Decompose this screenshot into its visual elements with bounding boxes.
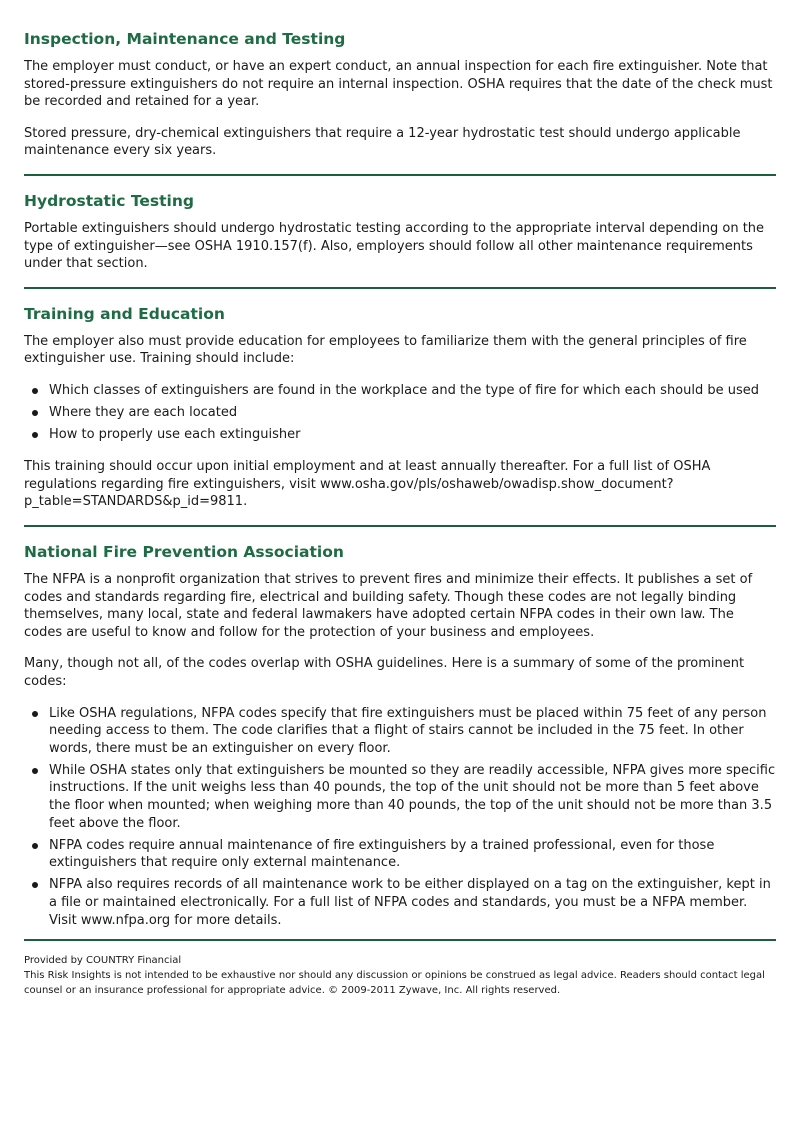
bullet-icon [32,432,38,438]
paragraph: The employer also must provide education for employees to familiarize them with the general principles of fire extinguisher use. Training should include: [24,333,747,367]
list-item [24,762,776,832]
list-item-text: Which classes of extinguishers are found in the workplace and the type of fire for which each should be used [49,382,760,398]
provided-by: Provided by COUNTRY Financial [24,955,182,967]
bullet-icon [32,843,38,849]
paragraph: Portable extinguishers should undergo hydrostatic testing according to the appropriate interval depending on the type of extinguisher—see OSHA 1910.157(f). Also, employers should follow all other maintenance requirements under that section. [24,220,765,272]
section-heading: Training and Education [24,304,225,323]
section-nfpa [24,541,776,929]
list-item [24,404,776,422]
section-heading: National Fire Prevention Association [24,543,344,561]
list-item-text: How to properly use each extinguisher [49,427,301,443]
list-item-text: Where they are each located [49,405,238,421]
bullet-icon [32,882,38,888]
list-item-text: NFPA also requires records of all maintenance work to be either displayed on a tag on the extinguisher, kept in a file or maintained electronically. For a full list of NFPA codes and standards, you must be a NFPA member. Visit www.nfpa.org for more details. [49,877,771,928]
section-heading: Hydrostatic Testing [24,191,194,210]
bullet-list [24,382,776,444]
section-divider [24,525,776,527]
list-item-text: Like OSHA regulations, NFPA codes specify that fire extinguishers must be placed within 75 feet of any person needing access to them. The code clarifies that a flight of stairs cannot be included in the 75 feet. In other words, there must be an extinguisher on every floor. [49,705,767,756]
section-hydrostatic [24,190,776,273]
paragraph: The employer must conduct, or have an expert conduct, an annual inspection for each fire extinguisher. Note that stored-pressure extinguishers do not require an internal inspection. OSHA requires that the date of the check must be recorded and retained for a year. [24,59,773,110]
paragraph: The NFPA is a nonprofit organization that strives to prevent fires and minimize their effects. It publishes a set of codes and standards regarding fire, electrical and building safety. Though these codes are not legally binding themselves, many local, state and federal lawmakers have adopted certain NFPA codes in their own law. The codes are useful to know and follow for the protection of your business and employees. [24,572,753,640]
bullet-icon [32,388,38,394]
section-divider [24,287,776,289]
footer [24,953,776,998]
bullet-list [24,705,776,930]
paragraph: This training should occur upon initial employment and at least annually thereafter. For a full list of OSHA regulations regarding fire extinguishers, visit www.osha.gov/pls/oshaweb/owadisp.show_document?p_table=STANDARDS&p_id=9811. [24,459,711,510]
paragraph: Stored pressure, dry-chemical extinguishers that require a 12-year hydrostatic test should undergo applicable maintenance every six years. [24,125,741,159]
list-item-text: NFPA codes require annual maintenance of fire extinguishers by a trained professional, even for those extinguishers that require only external maintenance. [49,837,715,871]
list-item [24,705,776,758]
paragraph: Many, though not all, of the codes overlap with OSHA guidelines. Here is a summary of some of the prominent codes: [24,656,745,689]
list-item-text: While OSHA states only that extinguishers be mounted so they are readily accessible, NFPA gives more specific instructions. If the unit weighs less than 40 pounds, the top of the unit should not be more than 5 feet above the floor when mounted; when weighing more than 40 pounds, the top of the unit should not be more than 3.5 feet above the floor. [49,762,776,831]
section-inspection [24,28,776,160]
list-item [24,876,776,929]
section-divider [24,939,776,941]
bullet-icon [32,410,38,416]
section-training [24,303,776,511]
list-item [24,837,776,872]
bullet-icon [32,768,38,774]
section-divider [24,174,776,176]
bullet-icon [32,711,38,717]
list-item [24,382,776,400]
list-item [24,426,776,444]
disclaimer: This Risk Insights is not intended to be exhaustive nor should any discussion or opinions be construed as legal advice. Readers should contact legal counsel or an insurance professional for appropriate advice. © 2009-2011 Zywave, Inc. All rights reserved. [24,970,765,997]
document-page [24,28,776,998]
section-heading: Inspection, Maintenance and Testing [24,30,346,48]
